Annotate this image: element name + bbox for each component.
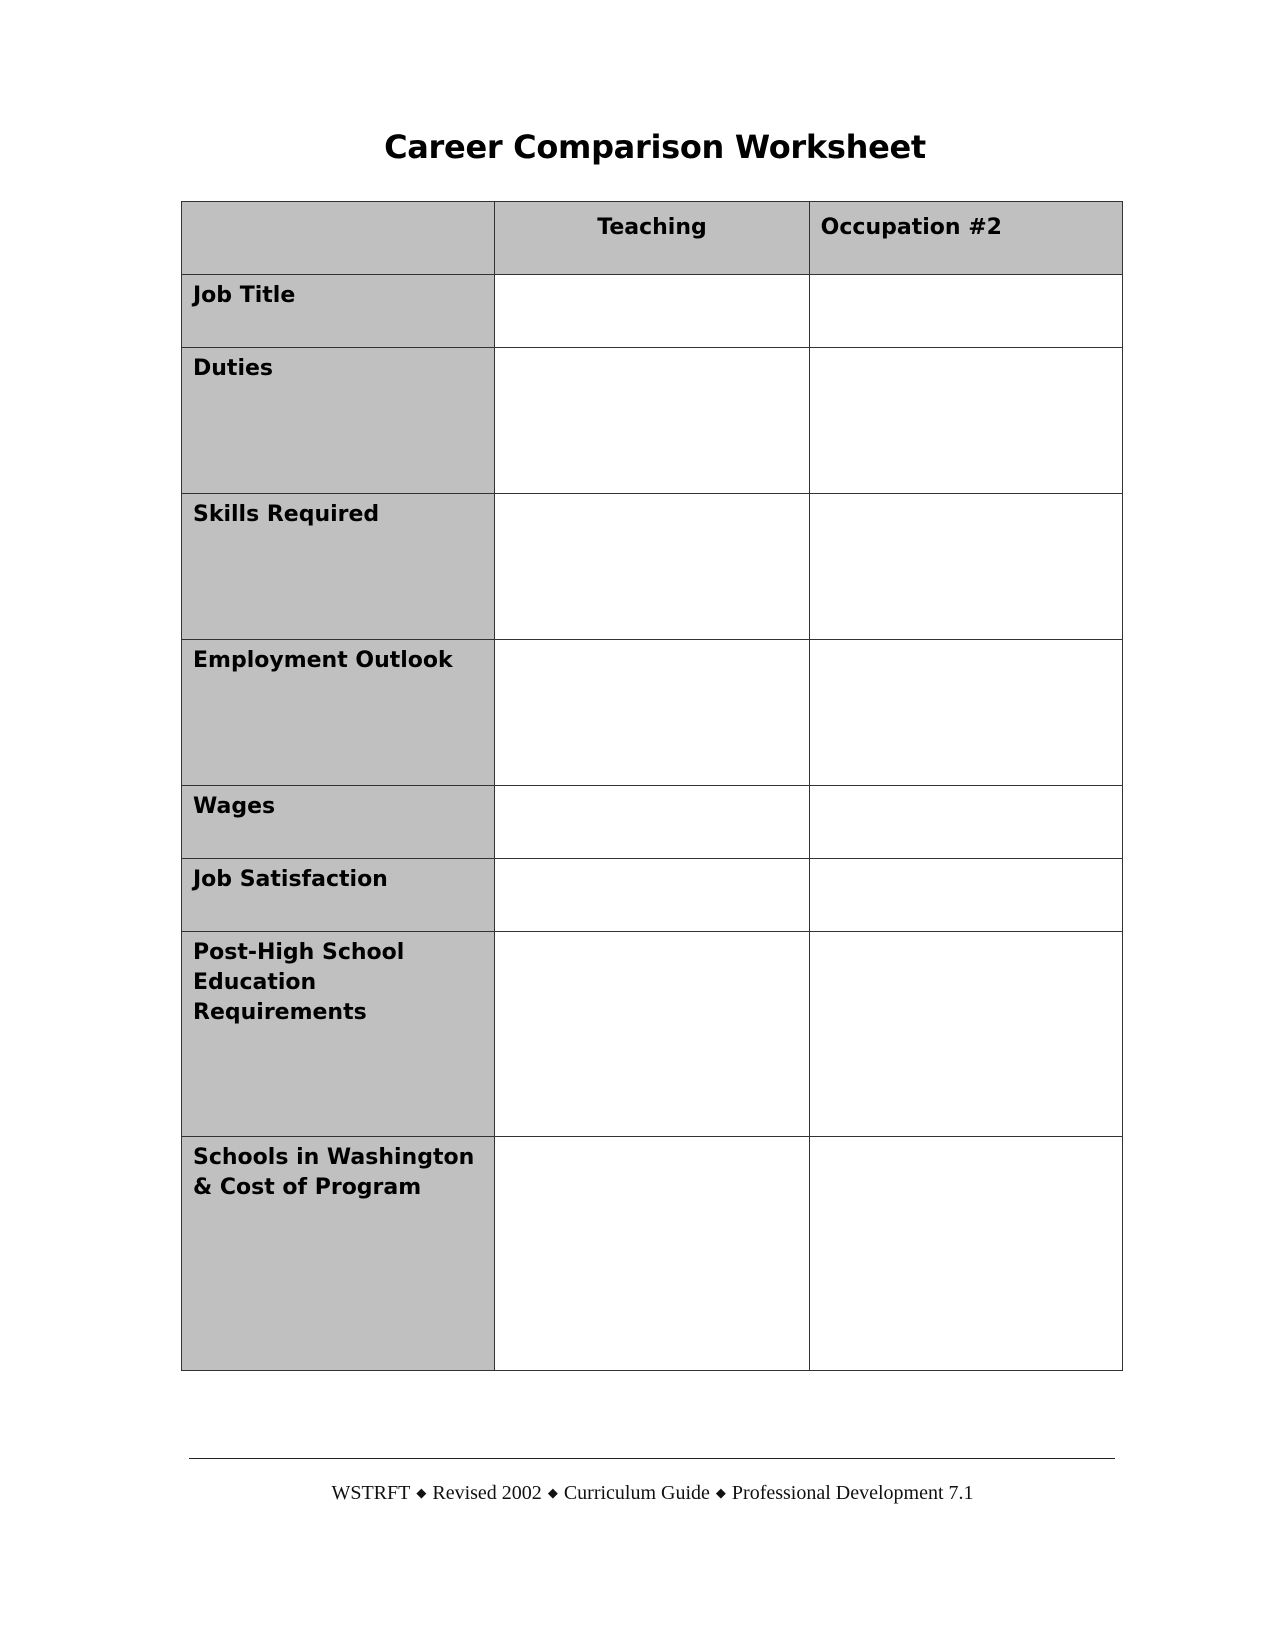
page-footer — [0, 1482, 1275, 1505]
teaching-wages-cell[interactable] — [495, 786, 809, 859]
teaching-schools-cell[interactable] — [495, 1137, 809, 1371]
footer-divider — [189, 1458, 1115, 1459]
occupation-2-schools-cell[interactable] — [809, 1137, 1122, 1371]
table-row — [182, 640, 1123, 786]
table-row — [182, 859, 1123, 932]
table-row — [182, 275, 1123, 348]
occupation-2-skills-cell[interactable] — [809, 494, 1122, 640]
page-title: Career Comparison Worksheet — [384, 128, 926, 166]
table-row — [182, 786, 1123, 859]
table-row — [182, 348, 1123, 494]
occupation-2-duties-cell[interactable] — [809, 348, 1122, 494]
occupation-2-outlook-cell[interactable] — [809, 640, 1122, 786]
teaching-duties-cell[interactable] — [495, 348, 809, 494]
diamond-separator-icon: ◆ — [416, 1485, 427, 1500]
footer-guide: Curriculum Guide — [563, 1482, 710, 1504]
occupation-2-wages-cell[interactable] — [809, 786, 1122, 859]
table-row — [182, 494, 1123, 640]
table-row — [182, 932, 1123, 1137]
diamond-separator-icon: ◆ — [715, 1485, 726, 1500]
row-label-job-title: Job Title — [182, 275, 495, 348]
column-header-teaching: Teaching — [495, 202, 809, 275]
career-comparison-table — [181, 201, 1123, 1371]
teaching-job-title-cell[interactable] — [495, 275, 809, 348]
occupation-2-education-cell[interactable] — [809, 932, 1122, 1137]
teaching-satisfaction-cell[interactable] — [495, 859, 809, 932]
teaching-outlook-cell[interactable] — [495, 640, 809, 786]
teaching-skills-cell[interactable] — [495, 494, 809, 640]
diamond-separator-icon: ◆ — [547, 1485, 558, 1500]
footer-section: Professional Development 7.1 — [731, 1482, 974, 1504]
row-label-job-satisfaction: Job Satisfaction — [182, 859, 495, 932]
footer-org: WSTRFT — [331, 1482, 411, 1504]
row-label-wages: Wages — [182, 786, 495, 859]
header-corner-cell — [182, 202, 495, 275]
table-row — [182, 1137, 1123, 1371]
row-label-employment-outlook: Employment Outlook — [182, 640, 495, 786]
row-label-schools-cost: Schools in Washington & Cost of Program — [182, 1137, 495, 1371]
row-label-education-requirements: Post-High School Education Requirements — [182, 932, 495, 1137]
teaching-education-cell[interactable] — [495, 932, 809, 1137]
column-header-occupation-2: Occupation #2 — [809, 202, 1122, 275]
row-label-duties: Duties — [182, 348, 495, 494]
table-header-row — [182, 202, 1123, 275]
footer-revision: Revised 2002 — [432, 1482, 542, 1504]
occupation-2-job-title-cell[interactable] — [809, 275, 1122, 348]
occupation-2-satisfaction-cell[interactable] — [809, 859, 1122, 932]
row-label-skills-required: Skills Required — [182, 494, 495, 640]
